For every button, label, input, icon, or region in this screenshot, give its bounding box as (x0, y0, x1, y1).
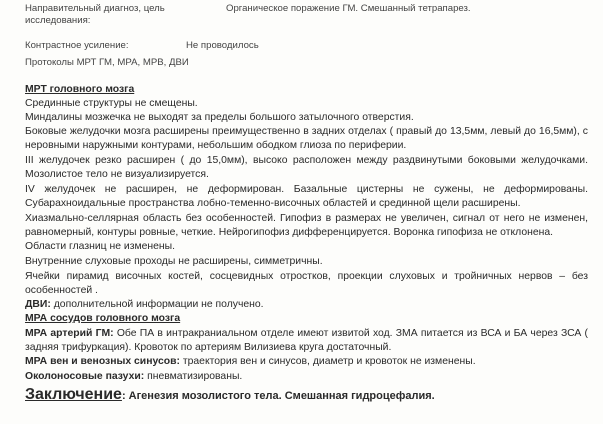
diagnosis-label (25, 3, 165, 27)
diagnosis-label-line1: Направительный диагноз, цель (25, 3, 165, 14)
line-text: Срединные структуры не смещены. (25, 98, 198, 109)
diagnosis-value: Органическое поражение ГМ. Смешанный тетрапарез. (226, 3, 471, 14)
report-line (25, 255, 323, 268)
line-text: траектория вен и синусов, диаметр и кровоток не изменены. (179, 356, 476, 367)
report-line (25, 341, 391, 354)
report-line (25, 226, 553, 239)
report-line (25, 212, 588, 225)
line-text: равномерный, контуры ровные, четкие. Нейрогипофиз дифференцируется. Воронка гипофиза не отклонена. (25, 227, 554, 238)
section-heading-text: МРТ головного мозга (25, 84, 135, 95)
report-line (25, 284, 98, 297)
line-label: Околоносовые пазухи: (25, 371, 145, 382)
report-line (25, 298, 264, 311)
line-text: III желудочек резко расширен ( до 15,0мм), высоко расположен между раздвинутыми боковыми желудочками. (25, 155, 588, 166)
line-text: задняя трифуркация). Кровоток по артериям Вилизиева круга достаточный. (25, 342, 392, 353)
line-text: Боковые желудочки мозга расширены преимущественно в задних отделах ( правый до 13,5мм, левый до 16,5мм), с (25, 126, 588, 137)
conclusion-text: : Агенезия мозолистого тела. Смешанная гидроцефалия. (121, 390, 435, 402)
conclusion (25, 385, 435, 407)
report-line (25, 111, 414, 124)
report-line (25, 270, 588, 283)
line-text: Мозолистое тело не визуализируется. (25, 169, 209, 180)
conclusion-title: Заключение (25, 386, 122, 403)
report-line (25, 154, 588, 167)
diagnosis-label-line2: исследования: (25, 15, 91, 26)
contrast-label: Контрастное усиление: (25, 40, 129, 51)
line-text: Миндалины мозжечка не выходят за пределы большого затылочного отверстия. (25, 112, 414, 123)
line-text: пневматизированы. (144, 371, 243, 382)
line-label: МРА артерий ГМ: (25, 328, 114, 339)
line-text: Хиазмально-селлярная область без особенностей. Гипофиз в размерах не увеличен, сигнал от него не изменен, (25, 213, 588, 224)
report-line (25, 97, 198, 110)
report-line (25, 327, 588, 340)
report-line (25, 168, 209, 181)
section-heading (25, 83, 134, 96)
line-text: Внутренние слуховые проходы не расширены, симметричны. (25, 256, 323, 267)
report-line (25, 240, 175, 253)
protocols: Протоколы МРТ ГМ, МРА, МРВ, ДВИ (25, 57, 189, 68)
report-line (25, 355, 476, 368)
report-line (25, 197, 520, 210)
line-text: Ячейки пирамид височных костей, сосцевидных отростков, проекции слуховых и тройничных нервов – без (25, 271, 588, 282)
section-heading (25, 312, 180, 325)
line-text: IV желудочек не расширен, не деформирован. Базальные цистерны не сужены, не деформированы. (25, 184, 588, 195)
line-text: Субарахноидальные пространства лобно-теменно-височных областей и срединной щели расширены. (25, 198, 521, 209)
line-text: неровными наружными контурами, небольшим ободком глиоза по периферии. (25, 140, 407, 151)
report-line (25, 370, 242, 383)
line-text: Области глазниц не изменены. (25, 241, 175, 252)
line-label: МРА вен и венозных синусов: (25, 356, 180, 367)
contrast-value: Не проводилось (186, 40, 259, 51)
line-text: дополнительной информации не получено. (50, 299, 264, 310)
line-label: ДВИ: (25, 299, 51, 310)
line-text: особенностей . (25, 285, 98, 296)
section-heading-text: МРА сосудов головного мозга (25, 313, 181, 324)
line-text: Обе ПА в интракраниальном отделе имеют извитой ход. ЗМА питается из ВСА и БА через ЗСА ( (113, 328, 588, 339)
report-line (25, 139, 406, 152)
report-line (25, 125, 588, 138)
report-line (25, 183, 588, 196)
